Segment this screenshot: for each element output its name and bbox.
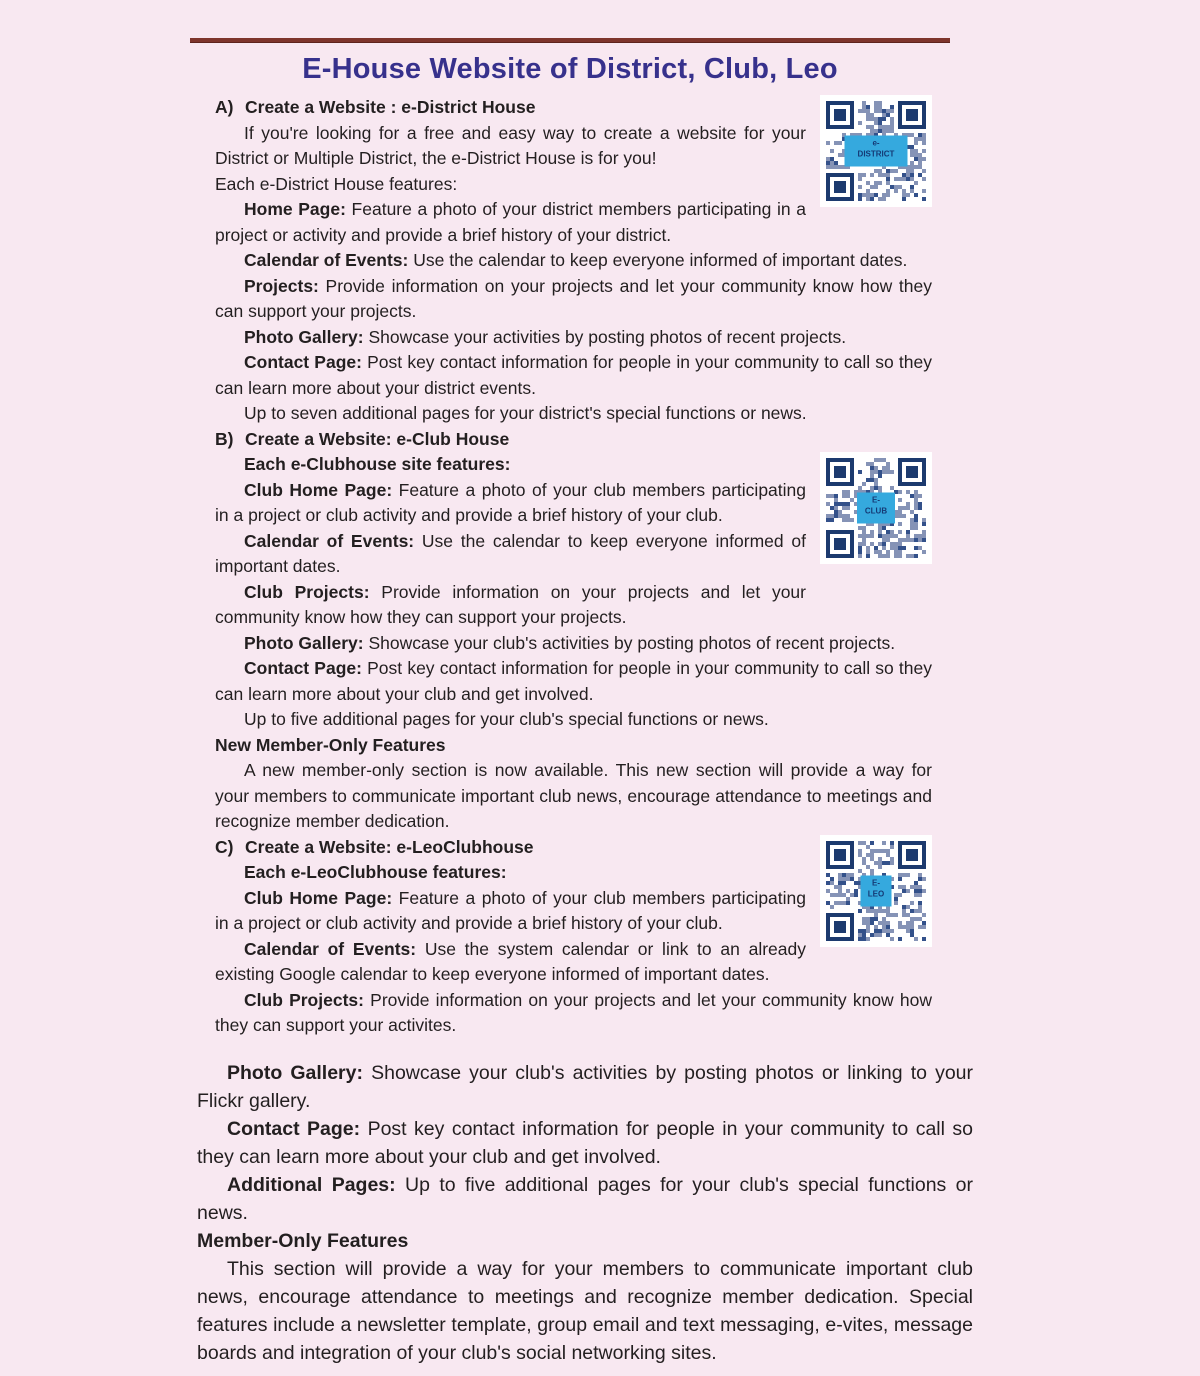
feature-text: Use the system calendar or link to an already existing Google calendar to keep everyone informed of important dates. [215,938,806,984]
section-c-label: C) [215,836,234,857]
e-leo-qr-code [820,835,932,947]
svg-text:LEO: LEO [867,889,885,898]
feature-text: Feature a photo of your club members participating in a project or club activity and provide a brief history of your club. [215,887,806,933]
member-only-heading: Member-Only Features [197,1229,409,1252]
feature-text: Feature a photo of your district members participating in a project or activity and provide a brief history of your district. [215,199,806,245]
feature-contact-page [215,656,932,707]
new-member-only-heading: New Member-Only Features [215,734,446,755]
feature-calendar [215,248,932,274]
feature-text: Provide information on your projects and let your community know how they can support your activites. [215,989,932,1035]
section-b-note: Up to five additional pages for your club's special functions or news. [244,709,769,729]
feature-text: Feature a photo of your club members participating in a project or club activity and provide a brief history of your club. [215,479,806,525]
section-a-features-intro: Each e-District House features: [215,173,458,194]
feature-contact-page [197,1115,973,1171]
bottom-text-column [197,1059,973,1367]
svg-text:DISTRICT: DISTRICT [857,149,895,159]
feature-projects [215,274,932,325]
feature-text: Use the calendar to keep everyone informed of important dates. [215,530,806,576]
feature-lead: Club Projects: [244,581,370,602]
feature-lead: Club Home Page: [244,479,393,500]
feature-lead: Additional Pages: [227,1173,396,1196]
section-b-features-intro: Each e-Clubhouse site features: [244,454,511,474]
svg-text:E-: E- [872,495,880,505]
main-text-column [215,95,932,1039]
feature-photo-gallery [215,631,932,657]
feature-text: Use the calendar to keep everyone informed of important dates. [408,250,908,270]
feature-text: Showcase your activities by posting photos of recent projects. [363,326,847,347]
svg-text:CLUB: CLUB [864,506,888,516]
feature-lead: Club Home Page: [244,887,393,908]
member-only-text: This section will provide a way for your members to communicate important club news, encourage attendance to meetings and recognize member dedication. Special features include a newsletter template, group email and text messaging, e-vites, message boards and integration of your club's social networking sites. [197,1257,973,1364]
section-b-label: B) [215,428,234,449]
feature-lead: Calendar of Events: [244,530,415,551]
new-member-only-text: A new member-only section is now available. This new section will provide a way for your members to communicate important club news, encourage attendance to meetings and recognize member dedication. [215,760,932,831]
feature-photo-gallery [197,1059,973,1115]
section-a-intro: If you're looking for a free and easy way to create a website for your District or Multiple District, the e-District House is for you! [215,122,806,168]
svg-text:e-: e- [872,138,880,148]
feature-lead: Contact Page: [244,658,362,678]
section-a-heading-text: Create a Website : e-District House [245,97,536,117]
feature-contact-page [215,350,932,401]
feature-lead: Calendar of Events: [244,250,409,270]
section-c-heading-text: Create a Website: e-LeoClubhouse [245,836,534,857]
feature-text: Post key contact information for people in your community to call so they can learn more about your district events. [215,352,933,398]
feature-lead: Contact Page: [227,1117,361,1140]
feature-lead: Projects: [244,275,319,296]
feature-lead: Club Projects: [244,989,364,1010]
feature-text: Provide information on your projects and let your community know how they can support your projects. [215,275,932,321]
section-a-note: Up to seven additional pages for your district's special functions or news. [244,403,807,423]
feature-lead: Photo Gallery: [244,326,364,347]
svg-text:E-: E- [872,878,880,887]
e-district-qr-code [820,95,932,207]
feature-lead: Contact Page: [244,352,362,372]
feature-photo-gallery [215,325,932,351]
section-b-heading [215,427,932,453]
feature-text: Post key contact information for people in your community to call so they can learn more about your club and get involved. [197,1117,973,1168]
feature-club-projects [215,988,932,1039]
feature-text: Showcase your club's activities by posting photos of recent projects. [363,632,896,653]
feature-lead: Photo Gallery: [244,632,364,653]
top-divider-rule [190,38,950,43]
feature-text: Showcase your club's activities by posting photos or linking to your Flickr gallery. [197,1061,974,1112]
section-c-features-intro: Each e-LeoClubhouse features: [244,862,507,882]
page-title: E-House Website of District, Club, Leo [302,53,838,85]
e-club-qr-code [820,452,932,564]
feature-club-projects [215,580,932,631]
feature-text: Up to five additional pages for your club's special functions or news. [197,1173,974,1224]
section-b-heading-text: Create a Website: e-Club House [245,428,510,449]
feature-additional-pages [197,1171,973,1227]
feature-lead: Home Page: [244,199,346,219]
feature-lead: Calendar of Events: [244,938,417,959]
feature-text: Post key contact information for people in your community to call so they can learn more about your club and get involved. [215,658,933,704]
section-a-label: A) [215,97,234,117]
feature-lead: Photo Gallery: [227,1061,363,1084]
feature-text: Provide information on your projects and let your community know how they can support your projects. [215,581,806,627]
